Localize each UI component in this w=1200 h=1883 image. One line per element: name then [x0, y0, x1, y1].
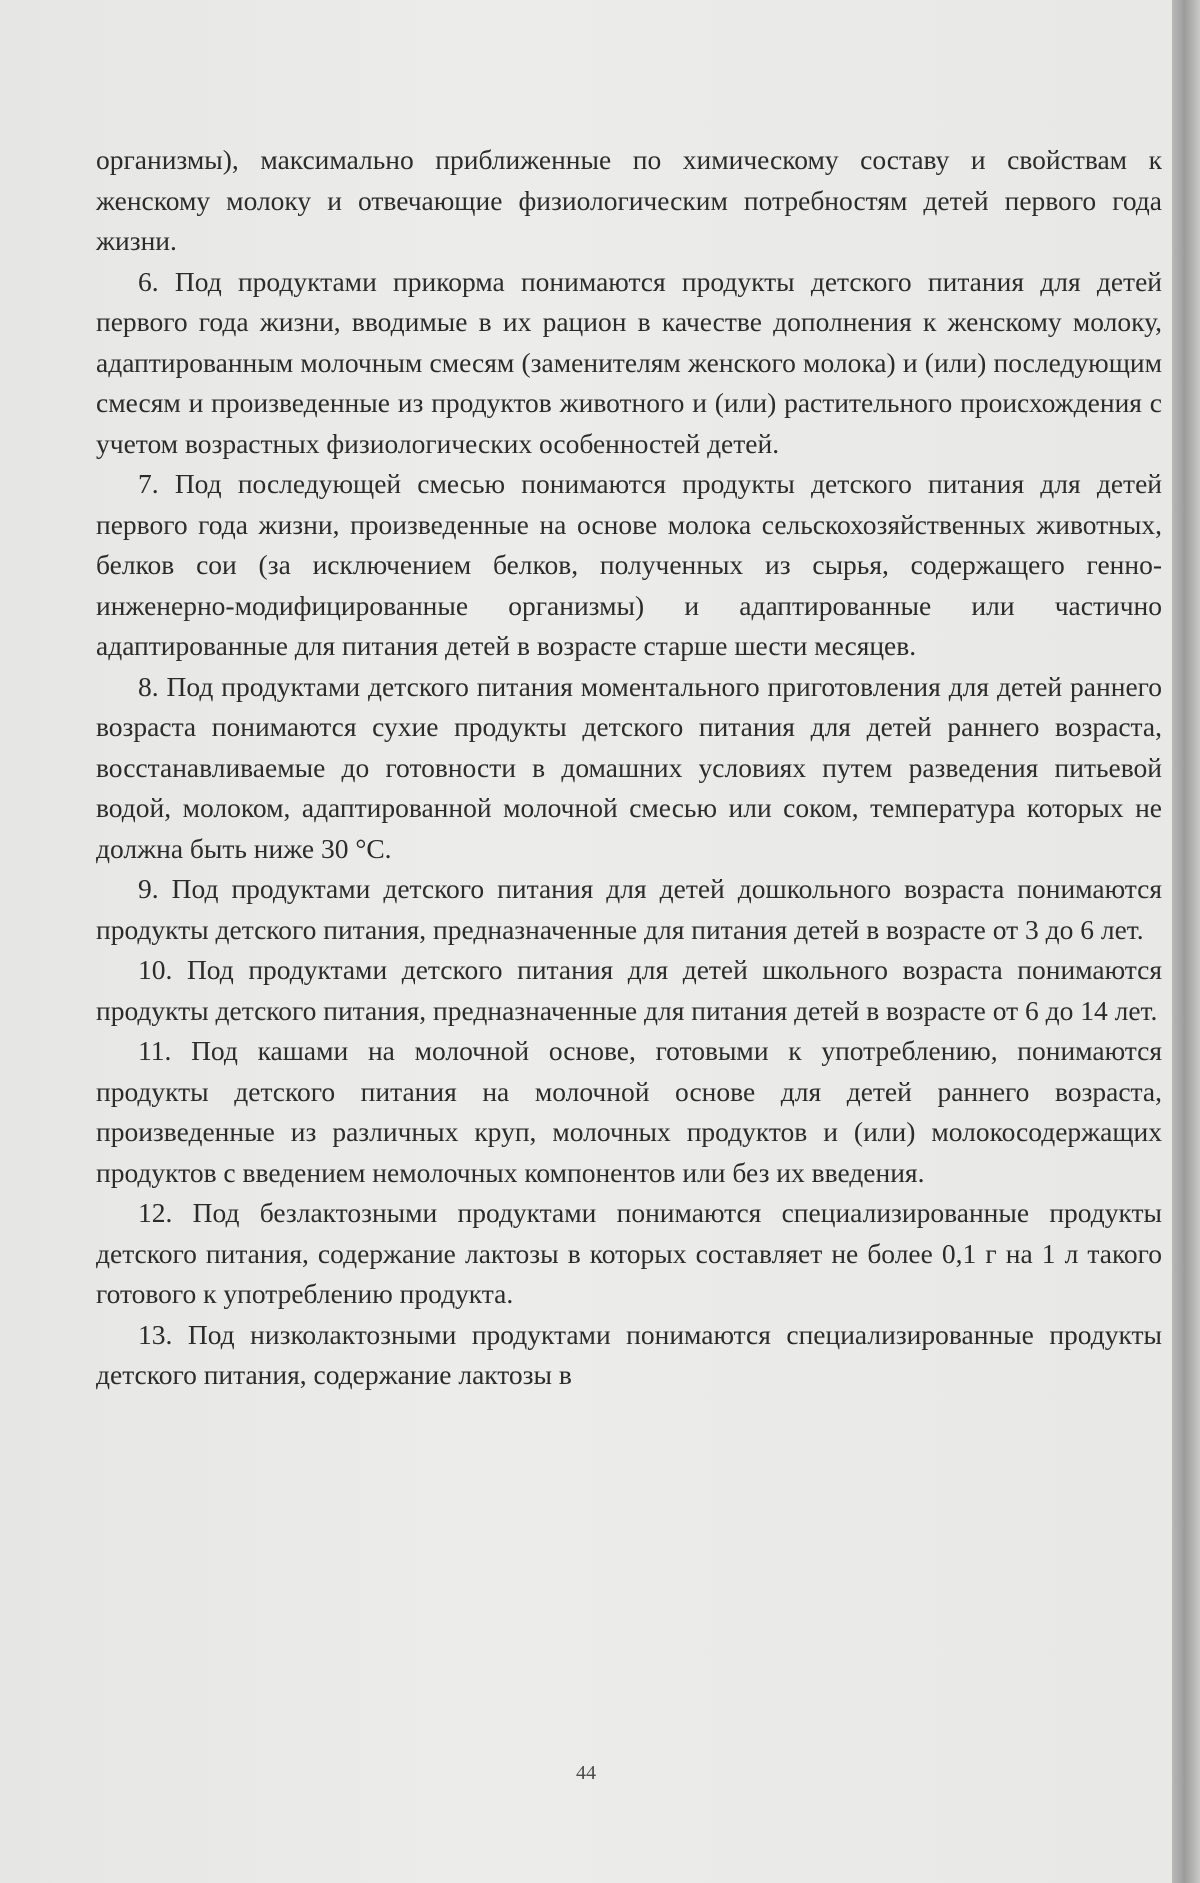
paragraph-item-7: 7. Под последующей смесью понимаются продукты детского питания для детей первого года жизни, произведенные на основе молока сельскохозяйственных животных, белков сои (за исключением белков, полученных из сырья, содержащего генно-инженерно-модифицированные организмы) и адаптированные или частично адаптированные для питания детей в возрасте старше шести месяцев.: [96, 468, 1162, 661]
page-edge-shadow: [1172, 0, 1200, 1883]
paragraph-item-12: 12. Под безлактозными продуктами понимаются специализированные продукты детского питания, содержание лактозы в которых составляет не более 0,1 г на 1 л такого готового к употреблению продукта.: [96, 1197, 1162, 1309]
paragraph-item-9: 9. Под продуктами детского питания для детей дошкольного возраста понимаются продукты детского питания, предназначенные для питания детей в возрасте от 3 до 6 лет.: [96, 873, 1162, 945]
paragraph-item-11: 11. Под кашами на молочной основе, готовыми к употреблению, понимаются продукты детского питания на молочной основе для детей раннего возраста, произведенные из различных круп, молочных продуктов и (или) молокосодержащих продуктов с введением немолочных компонентов или без их введения.: [96, 1035, 1162, 1188]
paragraph-item-10: 10. Под продуктами детского питания для детей школьного возраста понимаются продукты детского питания, предназначенные для питания детей в возрасте от 6 до 14 лет.: [96, 954, 1162, 1026]
paragraph-item-8: 8. Под продуктами детского питания моментального приготовления для детей раннего возраста понимаются сухие продукты детского питания для детей раннего возраста, восстанавливаемые до готовности в домашних условиях путем разведения питьевой водой, молоком, адаптированной молочной смесью или соком, температура которых не должна быть ниже 30 °С.: [96, 670, 1162, 864]
paragraph-item-6: 6. Под продуктами прикорма понимаются продукты детского питания для детей первого года жизни, вводимые в их рацион в качестве дополнения к женскому молоку, адаптированным молочным смесям (заменителям женского молока) и (или) последующим смесям и произведенные из продуктов животного и (или) растительного происхождения с учетом возрастных физиологических особенностей детей.: [96, 265, 1162, 459]
document-body: [96, 140, 1162, 1396]
paragraph-continuation: организмы), максимально приближенные по химическому составу и свойствам к женскому молоку и отвечающие физиологическим потребностям детей первого года жизни.: [96, 144, 1162, 256]
page-number: 44: [576, 1762, 596, 1784]
paragraph-item-13: 13. Под низколактозными продуктами понимаются специализированные продукты детского питания, содержание лактозы в: [96, 1318, 1162, 1390]
